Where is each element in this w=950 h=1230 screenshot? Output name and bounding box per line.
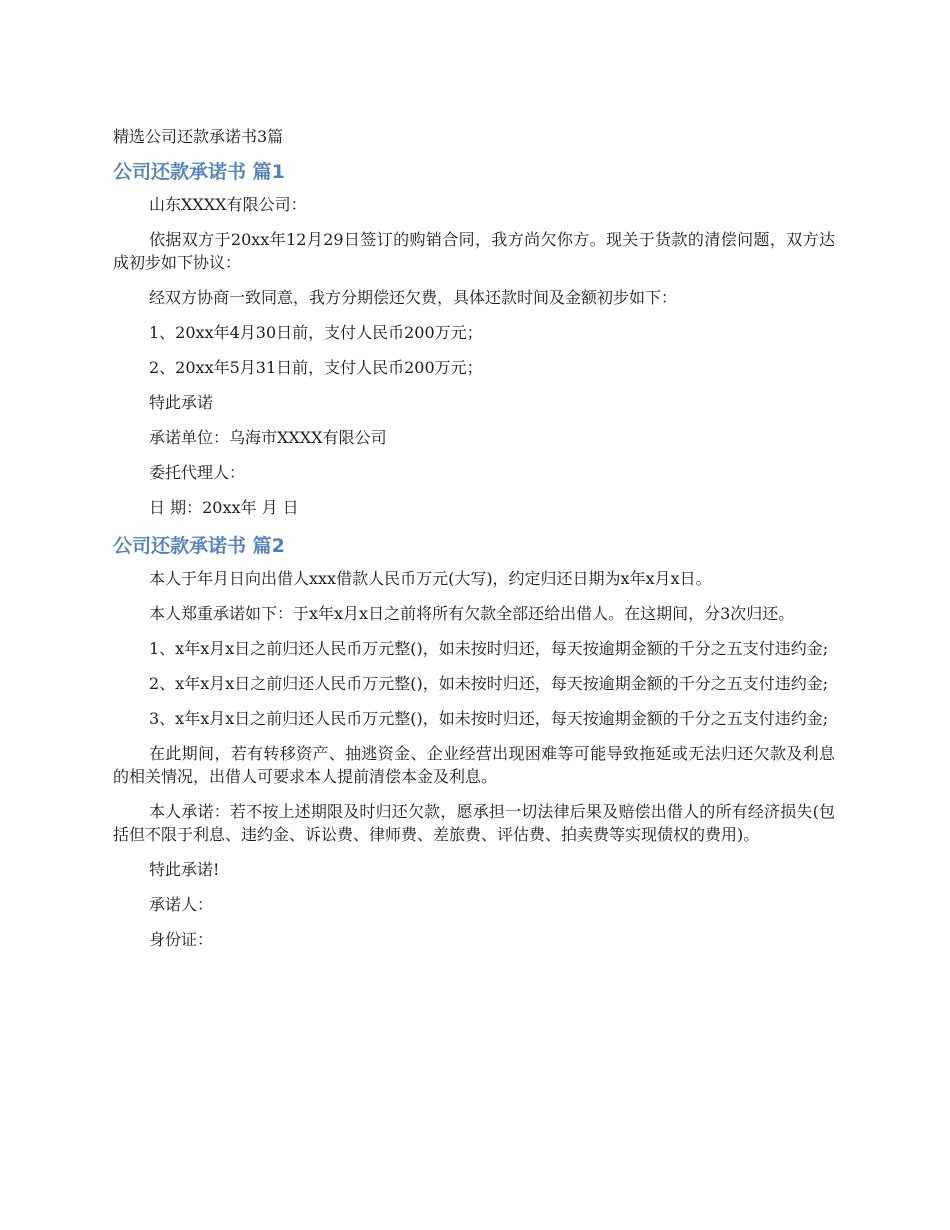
paragraph: 山东XXXX有限公司：: [149, 195, 307, 214]
paragraph: 2、x年x月x日之前归还人民币万元整()，如未按时归还，每天按逾期金额的千分之五支付违约金;: [149, 674, 829, 693]
paragraph: 本人郑重承诺如下：于x年x月x日之前将所有欠款全部还给出借人。在这期间，分3次归还。: [149, 604, 795, 623]
paragraph: 经双方协商一致同意，我方分期偿还欠费，具体还款时间及金额初步如下：: [149, 288, 678, 307]
paragraph: 1、x年x月x日之前归还人民币万元整()，如未按时归还，每天按逾期金额的千分之五支付违约金;: [149, 639, 829, 658]
document-page: [113, 124, 835, 963]
section-2: [113, 531, 835, 951]
paragraph: 特此承诺: [149, 393, 214, 412]
paragraph: 1、20xx年4月30日前，支付人民币200万元；: [149, 323, 483, 342]
paragraph: 本人承诺：若不按上述期限及时归还欠款，愿承担一切法律后果及赔偿出借人的所有经济损失(包括但不限于利息、违约金、诉讼费、律师费、差旅费、评估费、拍卖费等实现债权的费用)。: [113, 802, 835, 844]
paragraph: 日 期：20xx年 月 日: [149, 498, 299, 517]
section-heading: 公司还款承诺书 篇1: [113, 161, 285, 183]
paragraph: 3、x年x月x日之前归还人民币万元整()，如未按时归还，每天按逾期金额的千分之五支付违约金;: [149, 709, 829, 728]
paragraph: 在此期间，若有转移资产、抽逃资金、企业经营出现困难等可能导致拖延或无法归还欠款及利息的相关情况，出借人可要求本人提前清偿本金及利息。: [113, 744, 835, 786]
paragraph: 身份证：: [149, 930, 214, 949]
section-1: [113, 157, 835, 519]
paragraph: 委托代理人：: [149, 463, 246, 482]
section-heading: 公司还款承诺书 篇2: [113, 535, 285, 557]
paragraph: 本人于年月日向出借人xxx借款人民币万元(大写)，约定归还日期为x年x月x日。: [149, 569, 712, 588]
paragraph: 2、20xx年5月31日前，支付人民币200万元；: [149, 358, 483, 377]
document-title: 精选公司还款承诺书3篇: [113, 127, 284, 146]
paragraph: 承诺单位：乌海市XXXX有限公司: [149, 428, 387, 447]
paragraph: 依据双方于20xx年12月29日签订的购销合同，我方尚欠你方。现关于货款的清偿问题，双方达成初步如下协议：: [113, 230, 835, 272]
paragraph: 承诺人：: [149, 895, 214, 914]
paragraph: 特此承诺!: [149, 860, 220, 879]
